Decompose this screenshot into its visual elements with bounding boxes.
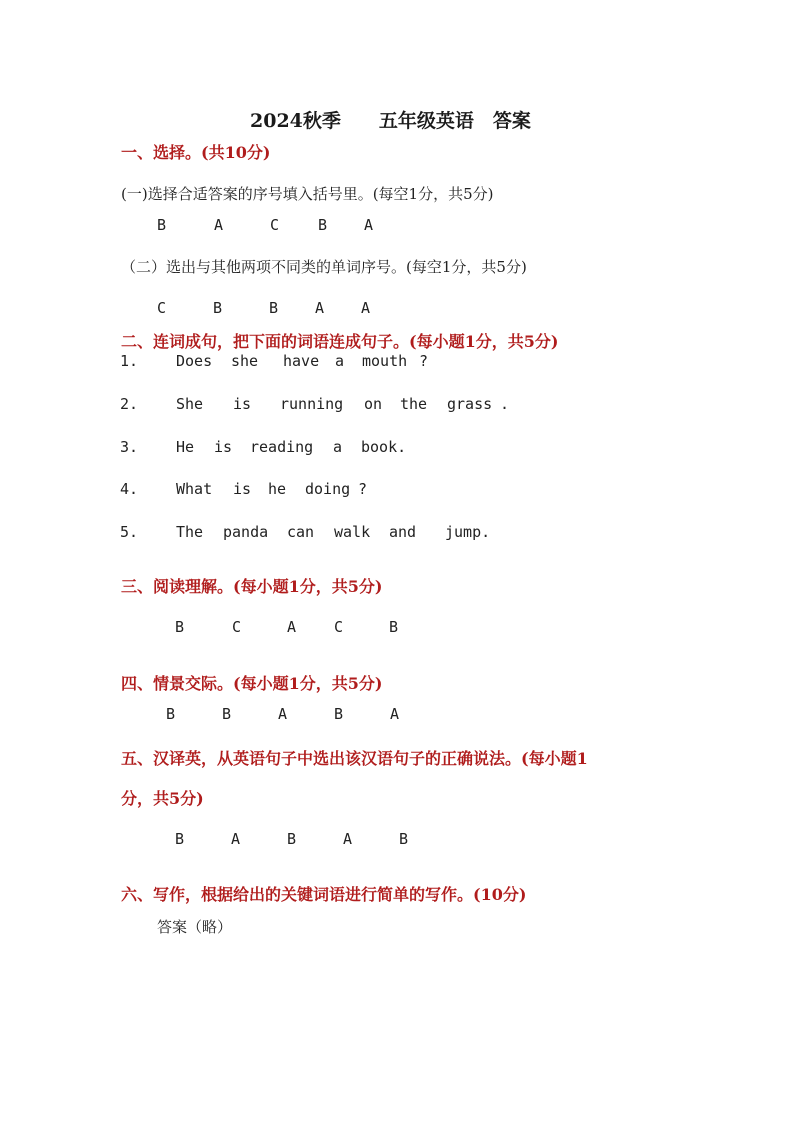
sentence-word: panda [223, 523, 269, 541]
sentence-word: mouth [362, 352, 408, 370]
section-1-sub2-label: （二）选出与其他两项不同类的单词序号。(每空1分，共5分) [121, 258, 527, 276]
sentence-word: He [176, 438, 195, 456]
section-4-heading: 四、情景交际。(每小题1分，共5分) [121, 674, 383, 693]
answer-item: A [287, 618, 297, 636]
answer-item: B [399, 830, 409, 848]
answer-item: A [343, 830, 353, 848]
sentence-word: Does [176, 352, 213, 370]
sentence-word: and [389, 523, 417, 541]
answer-item: C [270, 216, 280, 234]
section-2-heading: 二、连词成句，把下面的词语连成句子。(每小题1分，共5分) [121, 332, 559, 351]
sentence-number: 1. [120, 352, 139, 370]
sentence-word: he [268, 480, 287, 498]
section-3-heading: 三、阅读理解。(每小题1分，共5分) [121, 577, 383, 596]
answer-item: A [231, 830, 241, 848]
sentence-word: jump. [445, 523, 491, 541]
sentence-word: What [176, 480, 213, 498]
sentence-word: reading [250, 438, 314, 456]
answer-item: C [232, 618, 242, 636]
section-1-sub1-answers [157, 216, 373, 234]
answer-item: B [287, 830, 297, 848]
section-4-answers [166, 705, 399, 723]
sentence-word: She [176, 395, 204, 413]
sentence-word: doing [305, 480, 351, 498]
section-5-heading-line1: 五、汉译英，从英语句子中选出该汉语句子的正确说法。(每小题1 [121, 749, 588, 768]
answer-item: B [213, 299, 223, 317]
answer-item: C [157, 299, 167, 317]
answer-item: A [278, 705, 288, 723]
sentence-word: can [287, 523, 315, 541]
sentence-word: she [231, 352, 259, 370]
answer-item: B [269, 299, 279, 317]
section-5-answers [175, 830, 408, 848]
sentence-word: ? [419, 352, 429, 370]
sentence-word: have [283, 352, 320, 370]
sentence-row [120, 480, 367, 498]
answer-item: B [389, 618, 399, 636]
sentence-word: walk [334, 523, 371, 541]
answer-item: B [166, 705, 176, 723]
sentence-row [120, 523, 490, 541]
answer-item: A [361, 299, 371, 317]
sentence-word: a [335, 352, 345, 370]
section-1-sub1-label: (一)选择合适答案的序号填入括号里。(每空1分，共5分) [121, 185, 494, 203]
sentence-word: is [233, 480, 252, 498]
sentence-word: on [364, 395, 383, 413]
answer-item: A [390, 705, 400, 723]
sentence-word: is [233, 395, 252, 413]
answer-item: C [334, 618, 344, 636]
answer-item: B [334, 705, 344, 723]
answer-item: B [157, 216, 167, 234]
section-1-sub2-answers [157, 299, 370, 317]
section-6-answer: 答案（略） [157, 918, 233, 936]
sentence-word: is [214, 438, 233, 456]
section-5-heading-line2: 分，共5分) [121, 789, 204, 808]
sentence-word: the [400, 395, 428, 413]
answer-item: B [175, 830, 185, 848]
section-1-heading: 一、选择。(共10分) [121, 143, 271, 162]
sentence-word: running [280, 395, 344, 413]
answer-item: B [175, 618, 185, 636]
sentence-number: 3. [120, 438, 139, 456]
answer-item: B [222, 705, 232, 723]
sentence-number: 5. [120, 523, 139, 541]
section-6-heading: 六、写作，根据给出的关键词语进行简单的写作。(10分) [121, 885, 527, 904]
sentence-number: 4. [120, 480, 139, 498]
page-title: 2024秋季 五年级英语 答案 [250, 110, 531, 132]
sentence-number: 2. [120, 395, 139, 413]
sentence-row [120, 395, 509, 413]
answer-item: A [315, 299, 325, 317]
sentence-word: ? [358, 480, 368, 498]
sentence-word: grass [447, 395, 493, 413]
sentence-row [120, 438, 406, 456]
answer-item: A [214, 216, 224, 234]
answer-item: A [364, 216, 374, 234]
sentence-word: The [176, 523, 204, 541]
sentence-row [120, 352, 428, 370]
sentence-word: a [333, 438, 343, 456]
answer-item: B [318, 216, 328, 234]
section-3-answers [175, 618, 398, 636]
sentence-word: book. [361, 438, 407, 456]
sentence-word: . [500, 395, 510, 413]
